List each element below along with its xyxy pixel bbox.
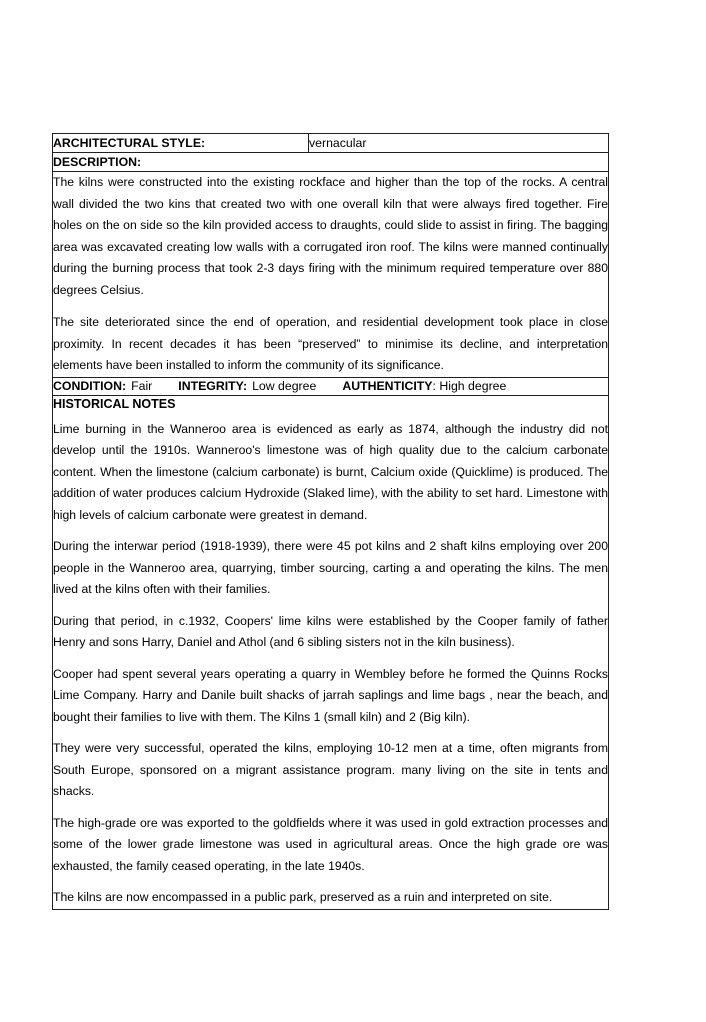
table-row-description-heading xyxy=(53,153,609,172)
historical-notes-paragraph: The high-grade ore was exported to the goldfields where it was used in gold extraction processes and some of the lower grade limestone was used in agricultural areas. Once the high grade ore was exhausted, the family ceased operating, in the late 1940s. xyxy=(53,815,608,873)
historical-notes-paragraph: During the interwar period (1918-1939), there were 45 pot kilns and 2 shaft kilns employing over 200 people in the Wanneroo area, quarrying, timber sourcing, carting a and operating the kilns. The men lived at the kilns often with their families. xyxy=(53,539,608,596)
table-row-architectural-style xyxy=(53,134,609,153)
integrity-value: Low degree xyxy=(252,378,317,393)
historical-notes-paragraph: During that period, in c.1932, Coopers' lime kilns were established by the Cooper family of father Henry and sons Harry, Daniel and Athol (and 6 sibling sisters not in the kiln business). xyxy=(53,613,608,649)
table-row-description-body xyxy=(53,172,609,378)
architectural-style-label-cell xyxy=(53,134,309,153)
description-paragraph: The kilns were constructed into the existing rockface and higher than the top of the rocks. A central wall divided the two kins that created two with one overall kiln that were always fired together. Fire holes on the on side so the kiln provided access to draughts, could slide to assist in firing. The bagging area was excavated creating low walls with a corrugated iron roof. The kilns were manned continually during the burning process that took 2-3 days firing with the minimum required temperature over 880 degrees Celsius. xyxy=(53,175,608,297)
historical-notes-paragraph: Lime burning in the Wanneroo area is evidenced as early as 1874, although the industry did not develop until the 1910s. Wanneroo's limestone was of high quality due to the calcium carbonate content. When the limestone (calcium carbonate) is burnt, Calcium oxide (Quicklime) is produced. The addition of water produces calcium Hydroxide (Slaked lime), with the ability to set hard. Limestone with high levels of calcium carbonate were greatest in demand. xyxy=(53,421,608,522)
architectural-style-value-cell xyxy=(309,134,609,153)
description-heading-cell xyxy=(53,153,609,172)
integrity-label: INTEGRITY: xyxy=(178,378,248,393)
condition-value: Fair xyxy=(131,378,153,393)
heritage-record-table xyxy=(52,133,609,910)
authenticity-value: : High degree xyxy=(432,378,507,393)
status-cell xyxy=(53,377,609,395)
description-body-cell xyxy=(53,172,609,378)
historical-notes-paragraph: Cooper had spent several years operating a quarry in Wembley before he formed the Quinns Rocks Lime Company. Harry and Danile built shacks of jarrah saplings and lime bags , near the beach, and bought their families to live with them. The Kilns 1 (small kiln) and 2 (Big kiln). xyxy=(53,666,608,724)
condition-label: CONDITION: xyxy=(53,378,127,393)
historical-notes-paragraph: The kilns are now encompassed in a public park, preserved as a ruin and interpreted on site. xyxy=(53,890,553,904)
status-line xyxy=(53,378,608,395)
description-paragraph: The site deteriorated since the end of operation, and residential development took place in close proximity. In recent decades it has been “preserved” to minimise its decline, and interpretation elements have been installed to inform the community of its significance. xyxy=(53,315,608,372)
historical-notes-cell xyxy=(53,395,609,909)
architectural-style-value: vernacular xyxy=(309,136,367,150)
authenticity-label: AUTHENTICITY xyxy=(342,378,433,393)
architectural-style-label: ARCHITECTURAL STYLE: xyxy=(53,136,206,150)
historical-notes-heading: HISTORICAL NOTES xyxy=(53,396,176,411)
table-row-status xyxy=(53,377,609,395)
historical-notes-paragraph: They were very successful, operated the kilns, employing 10-12 men at a time, often migrants from South Europe, sponsored on a migrant assistance program. many living on the site in tents and shacks. xyxy=(53,741,608,798)
table-row-historical-notes xyxy=(53,395,609,909)
description-heading: DESCRIPTION: xyxy=(53,155,142,169)
